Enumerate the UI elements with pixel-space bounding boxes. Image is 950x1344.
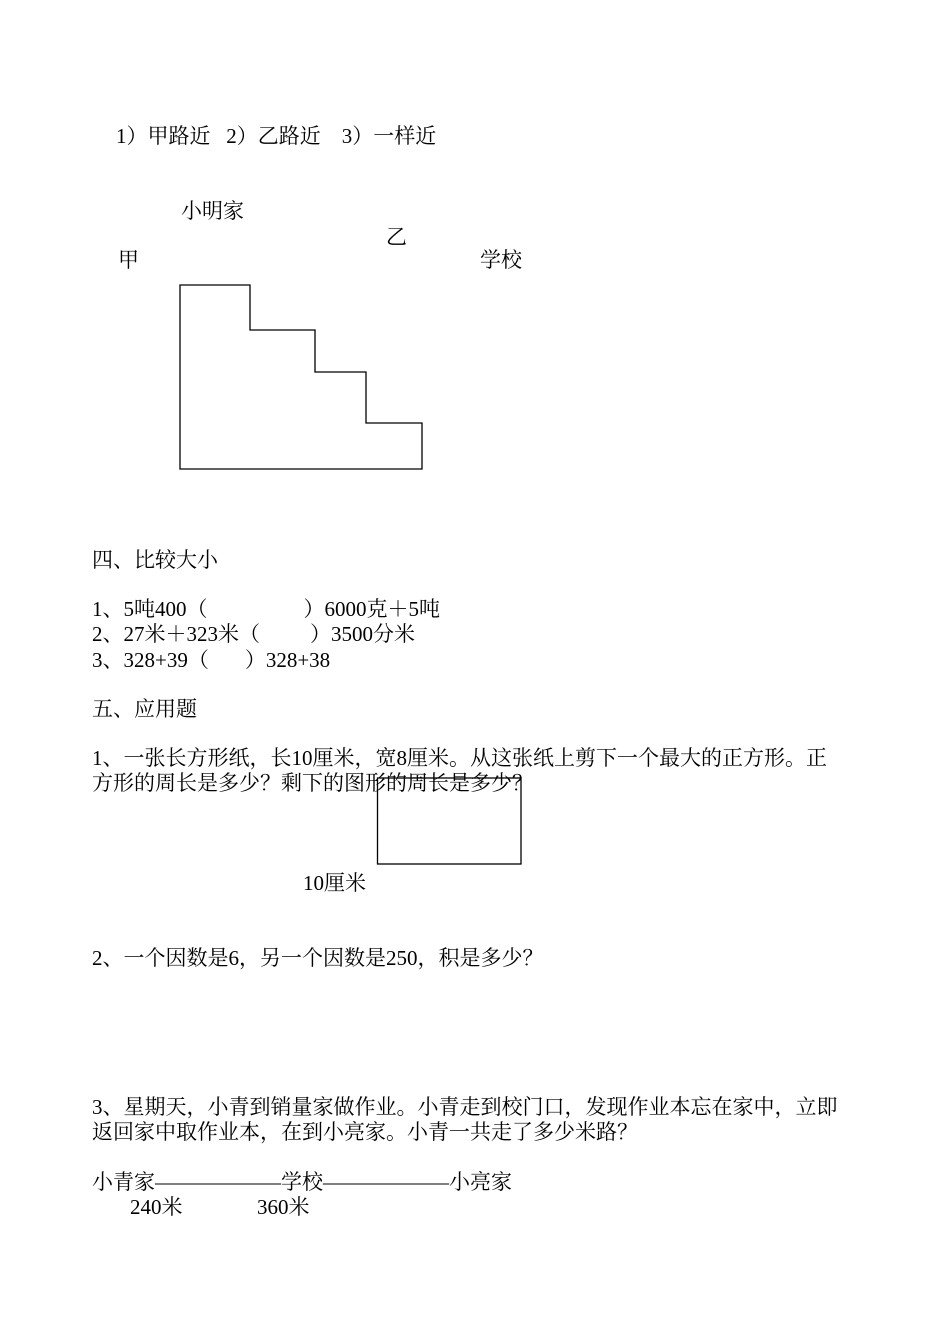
compare-item-3-left: 3、328+39（ bbox=[92, 648, 209, 672]
question2: 2、一个因数是6，另一个因数是250，积是多少？ bbox=[92, 946, 544, 970]
distance-home-school: 240米 bbox=[130, 1195, 183, 1219]
compare-item-2-right: ）3500分米 bbox=[310, 622, 415, 646]
staircase-route-diagram bbox=[180, 285, 422, 469]
compare-item-3 bbox=[92, 650, 330, 671]
school-label: 学校 bbox=[480, 248, 522, 272]
path-b-label: 乙 bbox=[386, 225, 407, 249]
section5-title: 五、应用题 bbox=[92, 697, 197, 721]
path-a-label: 甲 bbox=[118, 248, 139, 272]
answer-options: 1）甲路近 2）乙路近 3）一样近 bbox=[116, 124, 437, 148]
home-label: 小明家 bbox=[181, 199, 244, 223]
compare-item-2-left: 2、27米＋323米（ bbox=[92, 622, 260, 646]
question3-line1: 3、星期天，小青到销量家做作业。小青走到校门口，发现作业本忘在家中，立即 bbox=[92, 1095, 838, 1119]
question1-line2: 方形的周长是多少？剩下的图形的周长是多少？ bbox=[92, 771, 533, 795]
compare-item-1 bbox=[92, 599, 440, 620]
section4-title: 四、比较大小 bbox=[92, 548, 218, 572]
compare-item-2 bbox=[92, 624, 415, 645]
question3-route: 小青家——————学校——————小亮家 bbox=[92, 1170, 512, 1194]
compare-item-1-left: 1、5吨400（ bbox=[92, 597, 208, 621]
rectangle-length-label: 10厘米 bbox=[303, 871, 366, 895]
question1-line1: 1、一张长方形纸，长10厘米，宽8厘米。从这张纸上剪下一个最大的正方形。正 bbox=[92, 746, 827, 770]
compare-item-1-right: ）6000克＋5吨 bbox=[303, 597, 440, 621]
compare-item-3-right: ）328+38 bbox=[244, 648, 331, 672]
distance-school-friend: 360米 bbox=[257, 1195, 310, 1219]
question3-line2: 返回家中取作业本，在到小亮家。小青一共走了多少米路？ bbox=[92, 1120, 638, 1144]
